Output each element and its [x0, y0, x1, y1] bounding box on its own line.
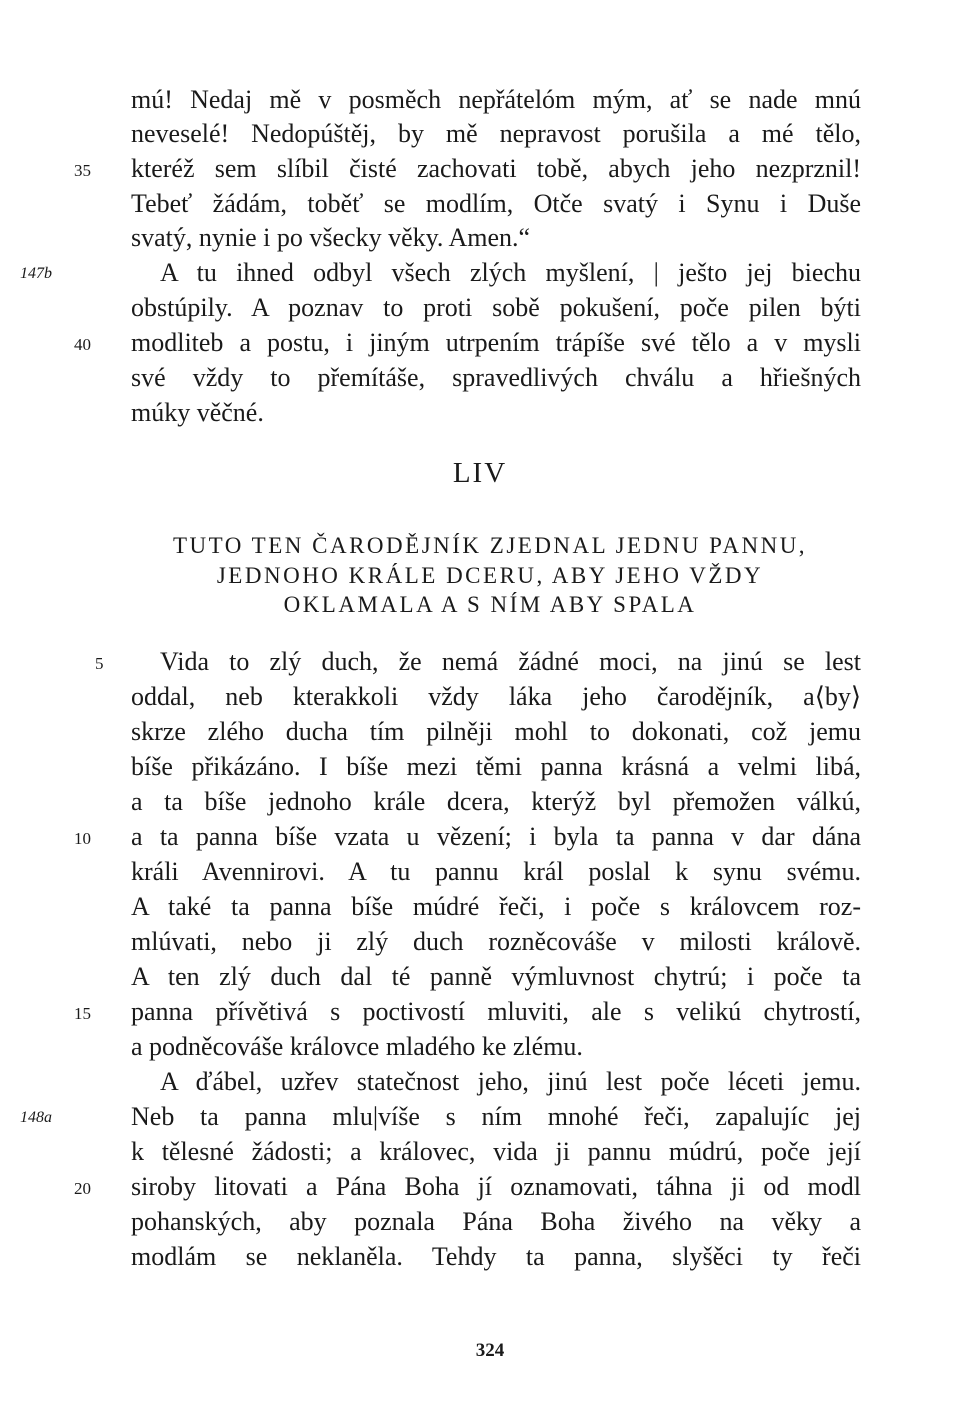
page-number: 324 [475, 1340, 505, 1361]
text-line: skrze zlého ducha tím pilněji mohl to dokonati, což jemu [131, 717, 861, 746]
text-line: svatý, nynie i po všecky věky. Amen.“ [131, 223, 531, 252]
line-number: 20 [74, 1179, 91, 1198]
line-number: 40 [74, 335, 91, 354]
text-line: a ta bíše jednoho krále dcera, kterýž byl přemožen válkú, [131, 787, 861, 816]
text-line: A také ta panna bíše múdré řeči, i poče s královcem roz- [131, 892, 861, 921]
folio-marker: 147b [20, 265, 52, 282]
text-line: modlám se neklaněla. Tehdy ta panna, slyšěci ty řeči [131, 1242, 861, 1271]
text-line: a podněcováše královce mladého ke zlému. [131, 1032, 583, 1061]
text-line: mú! Nedaj mě v posměch nepřátelóm mým, ať se nade mnú [131, 85, 861, 114]
text-line: A tu ihned odbyl všech zlých myšlení, | ješto jej biechu [160, 258, 861, 287]
chapter-title-line: TUTO TEN ČARODĚJNÍK ZJEDNAL JEDNU PANNU, [172, 533, 808, 558]
text-line: A ten zlý duch dal té panně výmluvnost chytrú; i poče ta [131, 962, 861, 991]
text-line: múky věčné. [131, 398, 264, 427]
text-line: k tělesné žádosti; a královec, vida ji pannu múdrú, poče její [131, 1137, 861, 1166]
line-number: 10 [74, 829, 91, 848]
text-line: mlúvati, nebo ji zlý duch rozněcováše v milosti královĕ. [131, 927, 861, 956]
chapter-title-line: OKLAMALA A S NÍM ABY SPALA [283, 592, 697, 617]
text-line: bíše přikázáno. I bíše mezi těmi panna krásná a velmi libá, [131, 752, 861, 781]
text-line: siroby litovati a Pána Boha jí oznamovati, táhna ji od modl [131, 1172, 861, 1201]
text-line: A ďábel, uzřev statečnost jeho, jinú lest poče léceti jemu. [160, 1067, 861, 1096]
text-line: neveselé! Nedopúštěj, by mě nepravost porušila a mé tělo, [131, 119, 861, 148]
text-line: králi Avennirovi. A tu pannu král poslal k synu svému. [131, 857, 861, 886]
text-line: Tebeť žádám, toběť se modlím, Otče svatý i Synu i Duše [131, 189, 861, 218]
text-line: modliteb a postu, i jiným utrpením trápíše své tělo a v mysli [131, 328, 861, 357]
line-number: 35 [74, 161, 91, 180]
text-line: Neb ta panna mlu|víše s ním mnohé řeči, zapalujíc jej [131, 1102, 861, 1131]
text-line: kteréž sem slíbil čisté zachovati tobě, abych jeho nezprznil! [131, 154, 861, 183]
text-line: své vždy to přemítáše, spravedlivých chválu a hřiešných [131, 363, 861, 392]
line-number: 15 [74, 1004, 91, 1023]
text-line: pohanských, aby poznala Pána Boha živého na věky a [131, 1207, 861, 1236]
text-line: a ta panna bíše vzata u vězení; i byla ta panna v dar dána [131, 822, 861, 851]
text-line: oddal, neb kterakkoli vždy láka jeho čarodějník, a⟨by⟩ [131, 682, 861, 711]
line-number: 5 [95, 654, 104, 673]
chapter-title-line: JEDNOHO KRÁLE DCERU, ABY JEHO VŽDY [216, 563, 764, 588]
chapter-number: LIV [452, 457, 508, 489]
text-line: panna přívětivá s poctivostí mluviti, ale s velikú chytrostí, [131, 997, 861, 1026]
folio-marker: 148a [20, 1109, 52, 1126]
text-line: Vida to zlý duch, že nemá žádné moci, na jinú se lest [160, 647, 861, 676]
text-line: obstúpily. A poznav to proti sobě pokušení, poče pilen býti [131, 293, 861, 322]
